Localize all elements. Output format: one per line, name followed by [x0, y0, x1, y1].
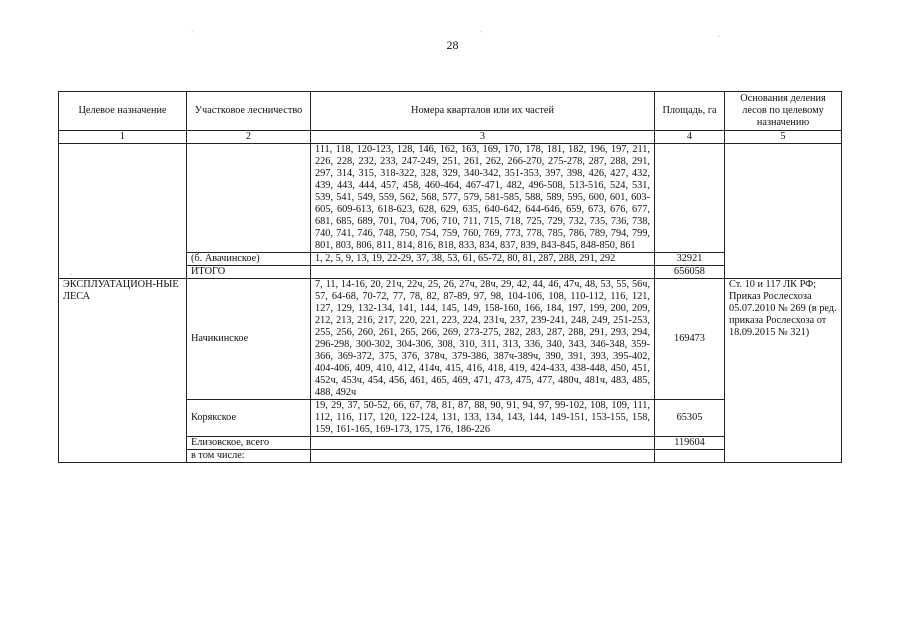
table-row-continuation: [59, 144, 842, 253]
total-label: ИТОГО: [187, 266, 311, 279]
basis-cell: Ст. 10 и 117 ЛК РФ; Приказ Рослесхоза 05.07.2010 № 269 (в ред. приказа Рослесхоза от 18.09.2015 № 321): [725, 279, 842, 463]
header-basis: Основания деления лесов по целевому назначению: [725, 92, 842, 131]
header-quarters: Номера кварталов или их частей: [311, 92, 655, 131]
table-row-nachikinskoe: [59, 279, 842, 400]
basis-cell-empty: [725, 144, 842, 279]
page-number: 28: [446, 38, 459, 52]
scan-speck: .: [718, 30, 720, 39]
header-row: [59, 92, 842, 131]
column-number: 1: [59, 131, 187, 144]
forestry-cell-empty: [187, 144, 311, 253]
header-purpose: Целевое назначение: [59, 92, 187, 131]
scan-speck: `: [191, 30, 194, 39]
header-area: Площадь, га: [655, 92, 725, 131]
area-cell: 169473: [655, 279, 725, 400]
area-cell: 119604: [655, 437, 725, 450]
column-number: 5: [725, 131, 842, 144]
quarters-cell-empty: [311, 266, 655, 279]
scan-speck: `: [480, 30, 483, 39]
forestry-cell: Начикинское: [187, 279, 311, 400]
quarters-cell-empty: [311, 450, 655, 463]
total-area: 656058: [655, 266, 725, 279]
area-cell-empty: [655, 450, 725, 463]
scan-speck: .: [70, 268, 72, 277]
forestry-cell: Елизовское, всего: [187, 437, 311, 450]
header-forestry: Участковое лесничество: [187, 92, 311, 131]
purpose-cell: ЭКСПЛУАТАЦИОН-НЫЕ ЛЕСА: [59, 279, 187, 463]
quarters-cell: 7, 11, 14-16, 20, 21ч, 22ч, 25, 26, 27ч, 28ч, 29, 42, 44, 46, 47ч, 48, 53, 55, 56ч, 57, 64-68, 70-72, 77, 78, 82, 87-89, 97, 98, 104-106, 108, 110-112, 116, 121, 127, 129, 132-134, 141, 144, 145, 149, 158-160, 166, 184, 197, 199, 200, 209, 212, 213, 216, 217, 220, 221, 223, 224, 231ч, 237, 239-241, 248, 249, 251-253, 255, 256, 260, 261, 265, 266, 269, 273-275, 282, 283, 287, 288, 291, 293, 294, 296-298, 300-302, 304-306, 308, 310, 311, 313, 336, 340, 343, 346-348, 359-366, 369-372, 375, 376, 378ч, 379-386, 387ч-389ч, 390, 391, 393, 395-402, 404-406, 409, 410, 412, 414ч, 415, 416, 418, 419, 424-433, 438-448, 450, 451, 452ч, 453ч, 454, 456, 461, 465, 469, 471, 473, 475, 477, 480ч, 481ч, 483, 485, 488, 492ч: [311, 279, 655, 400]
forestry-cell: в том числе:: [187, 450, 311, 463]
area-cell: 32921: [655, 253, 725, 266]
quarters-cell-empty: [311, 437, 655, 450]
area-cell: 65305: [655, 400, 725, 437]
column-number-row: [59, 131, 842, 144]
column-number: 4: [655, 131, 725, 144]
quarters-cell: 111, 118, 120-123, 128, 146, 162, 163, 169, 170, 178, 181, 182, 196, 197, 211, 226, 228, 232, 233, 247-249, 251, 261, 262, 266-270, 275-278, 287, 288, 291, 297, 314, 315, 318-322, 328, 329, 340-342, 351-353, 397, 398, 426, 427, 432, 439, 443, 444, 457, 458, 460-464, 467-471, 482, 496-508, 513-516, 524, 531, 539, 541, 549, 559, 562, 568, 577, 579, 581-585, 588, 589, 595, 600, 601, 603-605, 609-613, 618-623, 628, 629, 635, 640-642, 644-646, 659, 673, 676, 677, 681, 685, 689, 701, 704, 706, 710, 711, 715, 718, 725, 729, 732, 735, 736, 738, 740, 741, 746, 748, 750, 754, 759, 760, 769, 773, 778, 785, 786, 789, 794, 799, 801, 803, 806, 811, 814, 816, 818, 833, 834, 837, 839, 843-845, 848-850, 861: [311, 144, 655, 253]
purpose-cell-empty: [59, 144, 187, 279]
quarters-cell: 19, 29, 37, 50-52, 66, 67, 78, 81, 87, 88, 90, 91, 94, 97, 99-102, 108, 109, 111, 112, 116, 117, 120, 122-124, 131, 133, 134, 143, 144, 149-151, 153-155, 158, 159, 161-165, 169-173, 175, 176, 186-226: [311, 400, 655, 437]
quarters-cell: 1, 2, 5, 9, 13, 19, 22-29, 37, 38, 53, 61, 65-72, 80, 81, 287, 288, 291, 292: [311, 253, 655, 266]
column-number: 3: [311, 131, 655, 144]
forest-division-table: [58, 91, 842, 463]
area-cell-empty: [655, 144, 725, 253]
forestry-cell: Корякское: [187, 400, 311, 437]
column-number: 2: [187, 131, 311, 144]
forestry-cell: (б. Авачинское): [187, 253, 311, 266]
